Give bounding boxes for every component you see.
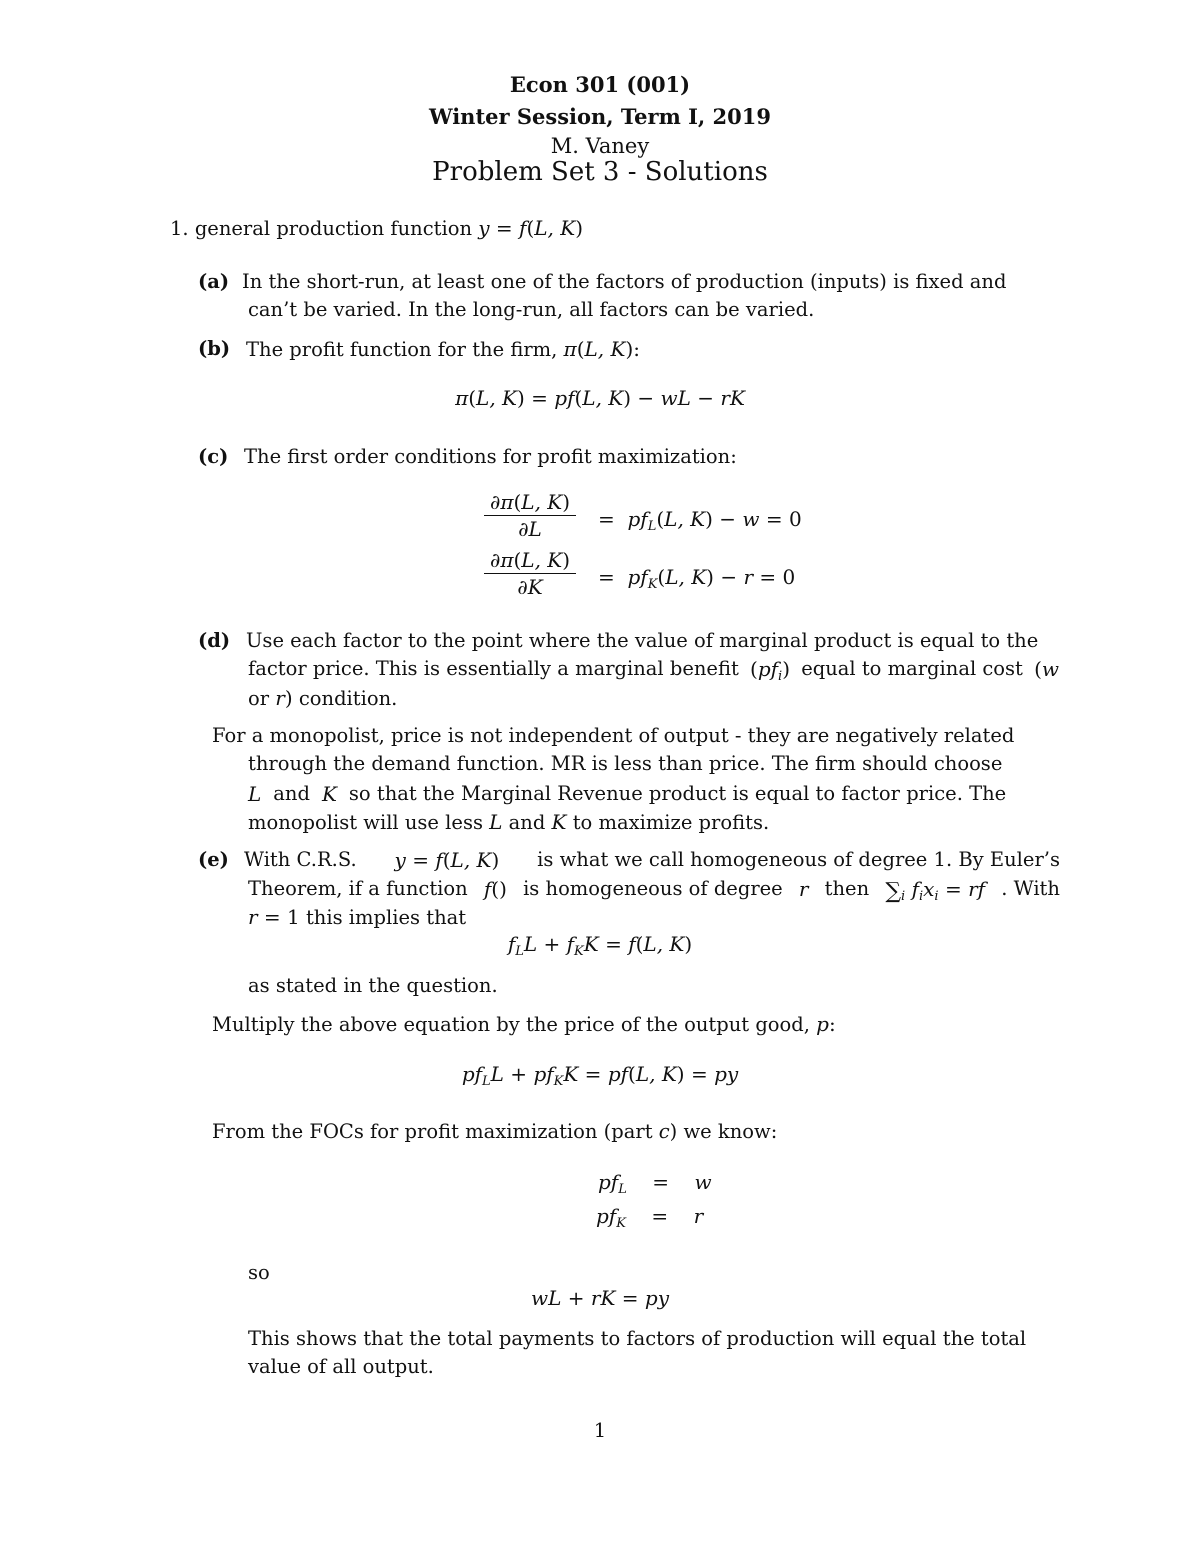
foc-capital-rhs: = $pf_K(L$, K) − r = 0 — [598, 565, 796, 592]
conclusion-line-1: This shows that the total payments to factors of production will equal the total — [248, 1327, 1027, 1350]
part-a-line-1: In the short-run, at least one of the factors of production (inputs) is fixed and — [242, 270, 1007, 293]
profit-function-equation: π(L, K) = pf(L, K) − wL − rK — [455, 386, 745, 410]
focs-text: From the FOCs for profit maximization (part c) we know: — [212, 1120, 778, 1143]
part-b-text: The profit function for the firm, π(L, K): — [246, 337, 640, 361]
part-e-line-2: Theorem, if a function f() is homogeneous of degree r then $\sum_i$ $f_ix_i$ = rf . With — [248, 877, 1060, 904]
price-multiplied-equation: $pf_LL + pf_KK = pf(L$, K) = py — [461, 1062, 739, 1089]
monopolist-line-2: through the demand function. MR is less than price. The firm should choose — [248, 752, 1003, 775]
multiply-text: Multiply the above equation by the price of the output good, p: — [212, 1012, 836, 1036]
part-c-label: (c) — [198, 445, 229, 468]
euler-equation: $f_LL + f_KK = f(L$, K) — [507, 932, 693, 959]
foc-labor-equation: $\frac{\partial\pi(L, K)}{\partial L}$ — [484, 490, 576, 541]
so-text: so — [248, 1261, 270, 1284]
part-d-line-1: Use each factor to the point where the value of marginal product is equal to the — [246, 629, 1039, 652]
monopolist-line-1: For a monopolist, price is not independent of output - they are negatively related — [212, 724, 1015, 747]
part-e-line-3: r = 1 this implies that — [248, 905, 467, 929]
page-number: 1 — [593, 1419, 607, 1442]
part-a-label: (a) — [198, 270, 230, 293]
foc-capital-equation: $\frac{\partial\pi(L, K)}{\partial K}$ — [484, 548, 576, 599]
foc-labor-rhs: = $pf_L(L$, K) − w = 0 — [598, 507, 802, 534]
document-title: Problem Set 3 - Solutions — [432, 157, 768, 187]
part-e-label: (e) — [198, 848, 229, 871]
part-b-label: (b) — [198, 337, 231, 360]
part-c-text: The first order conditions for profit maximization: — [244, 445, 737, 468]
factor-payments-equation: wL + rK = py — [531, 1286, 669, 1310]
question-1-intro: 1. general production function y = f(L, K) — [170, 216, 583, 240]
part-d-label: (d) — [198, 629, 231, 652]
monopolist-line-4: monopolist will use less L and K to maximize profits. — [248, 810, 770, 834]
author-name: M. Vaney — [550, 134, 650, 158]
part-d-line-2: factor price. This is essentially a marginal benefit $(pf_i)$ equal to marginal cost (w — [248, 657, 1059, 684]
foc-rent-equation: $pf_K$ = r — [596, 1204, 704, 1231]
part-d-line-3: or r) condition. — [248, 686, 398, 710]
conclusion-line-2: value of all output. — [248, 1355, 434, 1378]
session-title: Winter Session, Term I, 2019 — [428, 104, 771, 129]
monopolist-line-3: L and K so that the Marginal Revenue product is equal to factor price. The — [248, 782, 1007, 806]
stated-text: as stated in the question. — [248, 974, 498, 997]
foc-wage-equation: $pf_L$ = w — [598, 1170, 712, 1197]
course-title: Econ 301 (001) — [509, 72, 691, 97]
part-e-line-1: With C.R.S. y = f(L, K) is what we call homogeneous of degree 1. By Euler’s — [244, 848, 1060, 872]
part-a-line-2: can’t be varied. In the long-run, all factors can be varied. — [248, 298, 815, 321]
